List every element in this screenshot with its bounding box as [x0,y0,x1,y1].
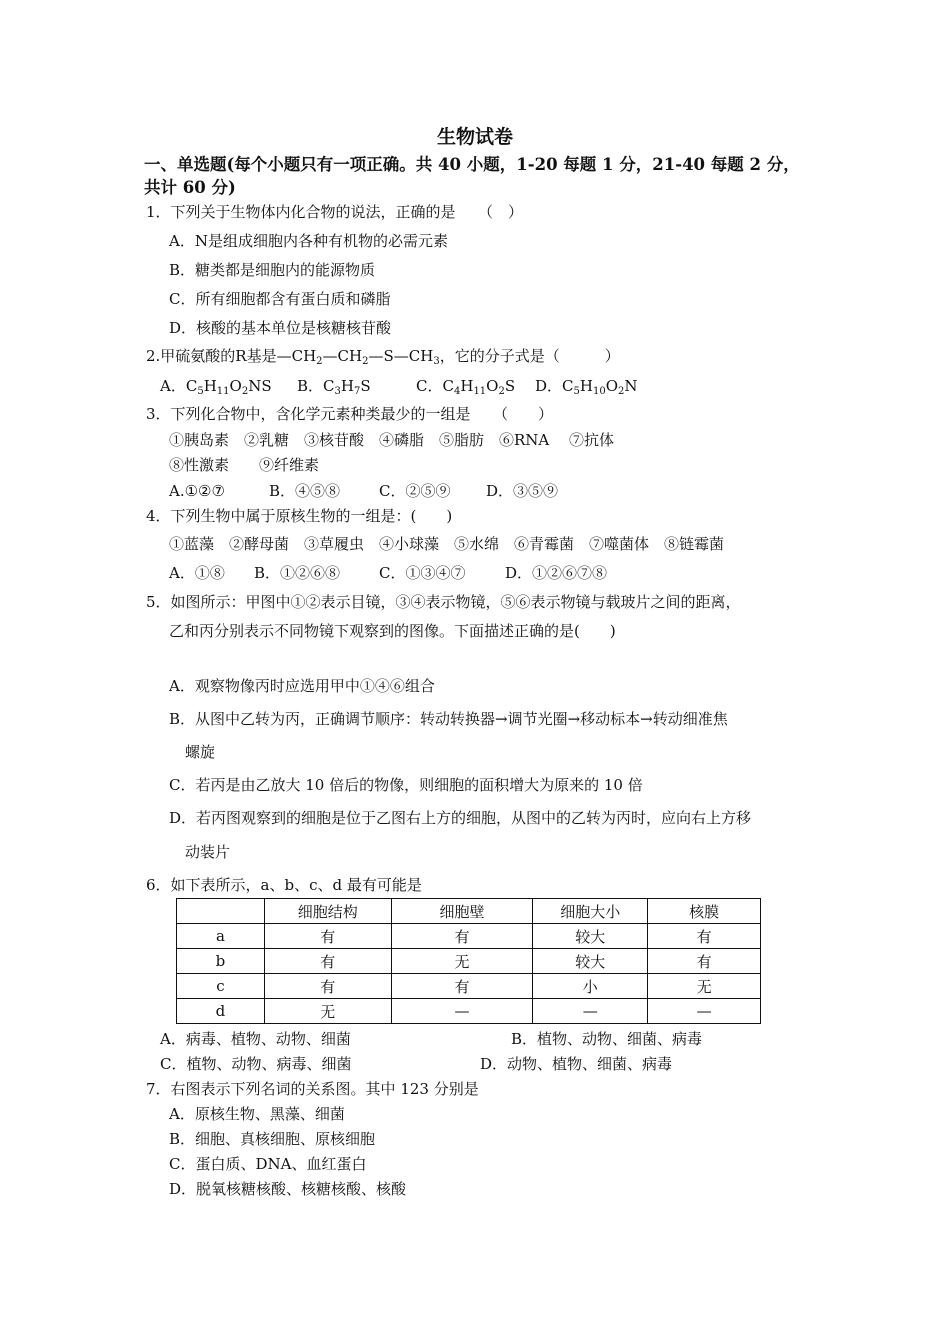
q1-option-c: C．所有细胞都含有蛋白质和磷脂 [169,290,391,308]
table-cell: 有 [391,924,533,949]
table-header-cell: 细胞结构 [264,899,391,924]
q4-option-c: C．①③④⑦ [379,564,466,582]
q3-items-line1: ①胰岛素 ②乳糖 ③核苷酸 ④磷脂 ⑤脂肪 ⑥RNA ⑦抗体 [169,431,615,449]
table-cell: 较大 [533,949,648,974]
table-cell: — [648,999,761,1024]
q2-b-sub: 3 [334,386,341,397]
q6-table [176,898,761,1024]
q3-stem: 3．下列化合物中，含化学元素种类最少的一组是 （ ） [146,405,554,423]
q2-d-text: N [624,377,638,395]
section-heading-line1: 一、单选题(每个小题只有一项正确。共 40 小题，1-20 每题 1 分，21-40 每题 2 分， [144,155,800,174]
q2-d-text: H [579,377,593,395]
q2-b-text: H [340,377,354,395]
q2-a-text: O [229,377,242,395]
q2-option-d [535,376,638,396]
section-heading-line2: 共计 60 分) [144,178,236,197]
table-cell: 小 [533,974,648,999]
q5-option-c: C．若丙是由乙放大 10 倍后的物像，则细胞的面积增大为原来的 10 倍 [169,776,643,794]
q5-option-a: A．观察物像丙时应选用甲中①④⑥组合 [169,677,435,695]
q2-stem-part: —CH [322,347,363,365]
q4-option-a: A．①⑧ [169,564,225,582]
q1-stem: 1．下列关于生物体内化合物的说法，正确的是 （ ） [146,203,524,221]
table-row [177,999,761,1024]
q2-c-text: H [460,377,474,395]
q3-option-a: A.①②⑦ [169,482,225,500]
table-cell: 有 [264,924,391,949]
q2-stem-part: —S—CH [368,347,434,365]
table-header-cell: 细胞大小 [533,899,648,924]
table-cell: 无 [264,999,391,1024]
q2-b-sub: 7 [353,386,361,397]
table-cell: b [177,949,265,974]
table-cell: d [177,999,265,1024]
q2-a-text: A．C [160,377,198,395]
q2-d-text: O [605,377,619,395]
q2-c-sub: 2 [498,386,505,397]
q1-option-d: D．核酸的基本单位是核糖核苷酸 [169,319,392,337]
q4-items: ①蓝藻 ②酵母菌 ③草履虫 ④小球藻 ⑤水绵 ⑥青霉菌 ⑦噬菌体 ⑧链霉菌 [169,535,725,553]
table-cell: 较大 [533,924,648,949]
q5-option-b-line2: 螺旋 [185,743,216,761]
q5-stem-line2: 乙和丙分别表示不同物镜下观察到的图像。下面描述正确的是( ) [169,622,616,640]
table-cell: 有 [391,974,533,999]
table-row [177,974,761,999]
table-header-row [177,899,761,924]
q2-a-sub: 11 [216,386,230,397]
q6-stem: 6．如下表所示，a、b、c、d 最有可能是 [146,876,422,894]
q2-d-sub: 5 [573,386,580,397]
q5-option-d-line1: D．若丙图观察到的细胞是位于乙图右上方的细胞，从图中的乙转为丙时，应向右上方移 [169,809,752,827]
q2-option-a [160,376,272,396]
q2-stem-part: 2.甲硫氨酸的R基是—CH [146,347,317,365]
q6-option-d: D．动物、植物、细菌、病毒 [480,1055,673,1073]
q7-option-c: C．蛋白质、DNA、血红蛋白 [169,1155,367,1173]
q5-option-b-line1: B．从图中乙转为丙，正确调节顺序：转动转换器→调节光圈→移动标本→转动细准焦 [169,710,728,728]
q2-option-b [297,376,371,396]
q5-stem-line1: 5．如图所示：甲图中①②表示目镜，③④表示物镜，⑤⑥表示物镜与载玻片之间的距离， [146,593,741,611]
table-cell: 有 [264,949,391,974]
q2-a-text: NS [248,377,272,395]
table-cell: a [177,924,265,949]
table-cell: — [391,999,533,1024]
q7-option-b: B．细胞、真核细胞、原核细胞 [169,1130,376,1148]
table-header-cell: 核膜 [648,899,761,924]
q2-c-sub: 11 [473,386,487,397]
q2-stem [146,346,620,366]
table-cell: 有 [264,974,391,999]
q7-option-d: D．脱氧核糖核酸、核糖核酸、核酸 [169,1180,407,1198]
q2-option-c [416,376,515,396]
table-header-cell [177,899,265,924]
q2-sub: 2 [316,356,323,367]
table-cell: — [533,999,648,1024]
q4-stem: 4．下列生物中属于原核生物的一组是：( ) [146,507,453,525]
q3-option-c: C．②⑤⑨ [379,482,451,500]
q2-a-sub: 5 [197,386,204,397]
table-cell: 有 [648,924,761,949]
q2-d-sub: 2 [618,386,625,397]
q2-c-text: S [504,377,516,395]
page-title: 生物试卷 [436,126,513,148]
q2-sub: 2 [362,356,369,367]
table-cell: 无 [648,974,761,999]
q2-stem-part: ，它的分子式是（ ） [439,347,620,365]
q5-option-d-line2: 动装片 [185,843,231,861]
q4-option-b: B．①②⑥⑧ [254,564,341,582]
q6-option-c: C．植物、动物、病毒、细菌 [160,1055,352,1073]
q2-a-text: H [203,377,217,395]
q7-option-a: A．原核生物、黑藻、细菌 [169,1105,345,1123]
table-row [177,924,761,949]
q6-option-a: A．病毒、植物、动物、细菌 [160,1030,351,1048]
q3-option-d: D．③⑤⑨ [486,482,559,500]
q2-c-text: C．C [416,377,454,395]
q1-option-a: A．N是组成细胞内各种有机物的必需元素 [169,232,448,250]
q2-d-text: D．C [535,377,574,395]
q3-items-line2: ⑧性激素 ⑨纤维素 [169,456,320,474]
q2-sub: 3 [433,356,440,367]
q1-option-b: B．糖类都是细胞内的能源物质 [169,261,376,279]
q3-option-b: B．④⑤⑧ [269,482,341,500]
q4-option-d: D．①②⑥⑦⑧ [505,564,608,582]
table-cell: c [177,974,265,999]
q2-c-sub: 4 [453,386,461,397]
q2-c-text: O [486,377,499,395]
q2-b-text: B．C [297,377,335,395]
q7-stem: 7．右图表示下列名词的关系图。其中 123 分别是 [146,1080,479,1098]
table-cell: 无 [391,949,533,974]
q2-a-sub: 2 [241,386,249,397]
q2-d-sub: 10 [592,386,606,397]
q2-b-text: S [360,377,371,395]
q6-option-b: B．植物、动物、细菌、病毒 [511,1030,703,1048]
table-row [177,949,761,974]
table-cell: 有 [648,949,761,974]
table-header-cell: 细胞壁 [391,899,533,924]
